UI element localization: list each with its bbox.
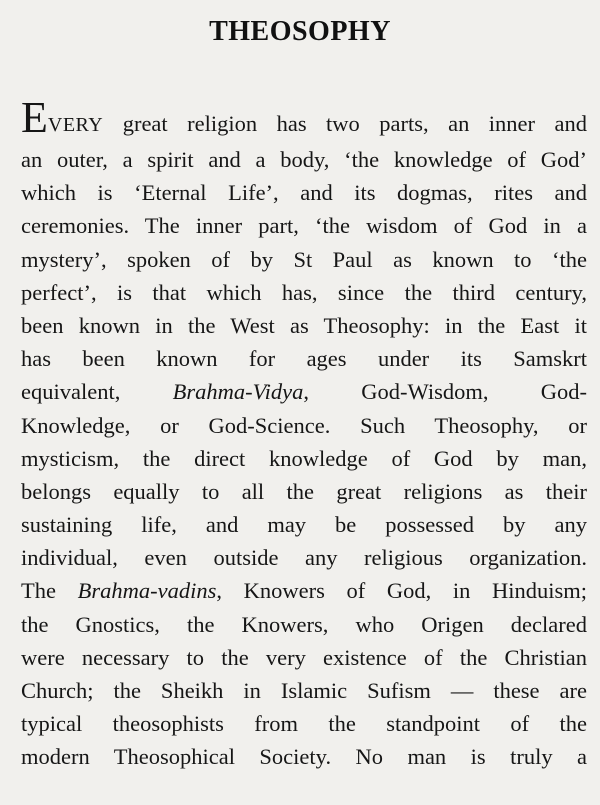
line-segment: sustaining life, and may be possessed by any <box>21 512 587 538</box>
text-line <box>21 243 587 276</box>
line-segment: mystery’, spoken of by St Paul as known to ‘the <box>21 246 587 272</box>
line-segment: ceremonies. The inner part, ‘the wisdom of God in a <box>21 213 587 239</box>
text-line <box>21 641 587 674</box>
line-segment: mysticism, the direct knowledge of God by man, <box>21 445 587 471</box>
text-line <box>21 342 587 375</box>
drop-cap: E <box>21 93 48 142</box>
line-segment: the Gnostics, the Knowers, who Origen declared <box>21 611 587 637</box>
text-line <box>21 209 587 242</box>
line-segment: modern Theosophical Society. No man is truly a <box>21 744 587 770</box>
text-line <box>21 508 587 541</box>
line-segment: been known in the West as Theosophy: in the East it <box>21 312 587 338</box>
text-line <box>21 707 587 740</box>
text-line <box>21 674 587 707</box>
line-segment: belongs equally to all the great religions as their <box>21 478 587 504</box>
body-paragraph <box>21 93 587 774</box>
text-line <box>21 375 587 408</box>
text-line <box>21 442 587 475</box>
text-line <box>21 475 587 508</box>
line-segment: has been known for ages under its Samskrt <box>21 346 587 372</box>
line-segment: were necessary to the very existence of the Christian <box>21 644 587 670</box>
line-segment: , God-Wisdom, God- <box>303 379 587 405</box>
text-line <box>21 608 587 641</box>
line-segment: an outer, a spirit and a body, ‘the knowledge of God’ <box>21 147 587 172</box>
line-segment: which is ‘Eternal Life’, and its dogmas, rites and <box>21 180 587 206</box>
text-line <box>21 574 587 607</box>
text-line <box>21 93 587 143</box>
line-segment: typical theosophists from the standpoint of the <box>21 711 587 737</box>
first-word-smallcaps: VERY <box>47 114 104 136</box>
italic-term: Brahma-Vidya <box>172 379 304 405</box>
line-segment: perfect’, is that which has, since the third century, <box>21 279 587 305</box>
line-segment: great religion has two parts, an inner and <box>103 111 587 136</box>
text-line <box>21 276 587 309</box>
page-title: THEOSOPHY <box>209 16 391 47</box>
text-line <box>21 740 587 773</box>
text-line <box>21 143 587 176</box>
line-segment: Church; the Sheikh in Islamic Sufism — these are <box>21 678 587 703</box>
line-segment: equivalent, <box>21 379 173 405</box>
text-line <box>21 541 587 574</box>
line-segment: The <box>21 578 78 604</box>
line-segment: individual, even outside any religious organization. <box>21 545 587 571</box>
text-line <box>21 176 587 209</box>
italic-term: Brahma-vadins <box>77 578 217 604</box>
line-segment: Knowledge, or God-Science. Such Theosophy, or <box>21 412 587 438</box>
text-line <box>21 309 587 342</box>
text-line <box>21 409 587 442</box>
line-segment: , Knowers of God, in Hinduism; <box>216 578 587 604</box>
